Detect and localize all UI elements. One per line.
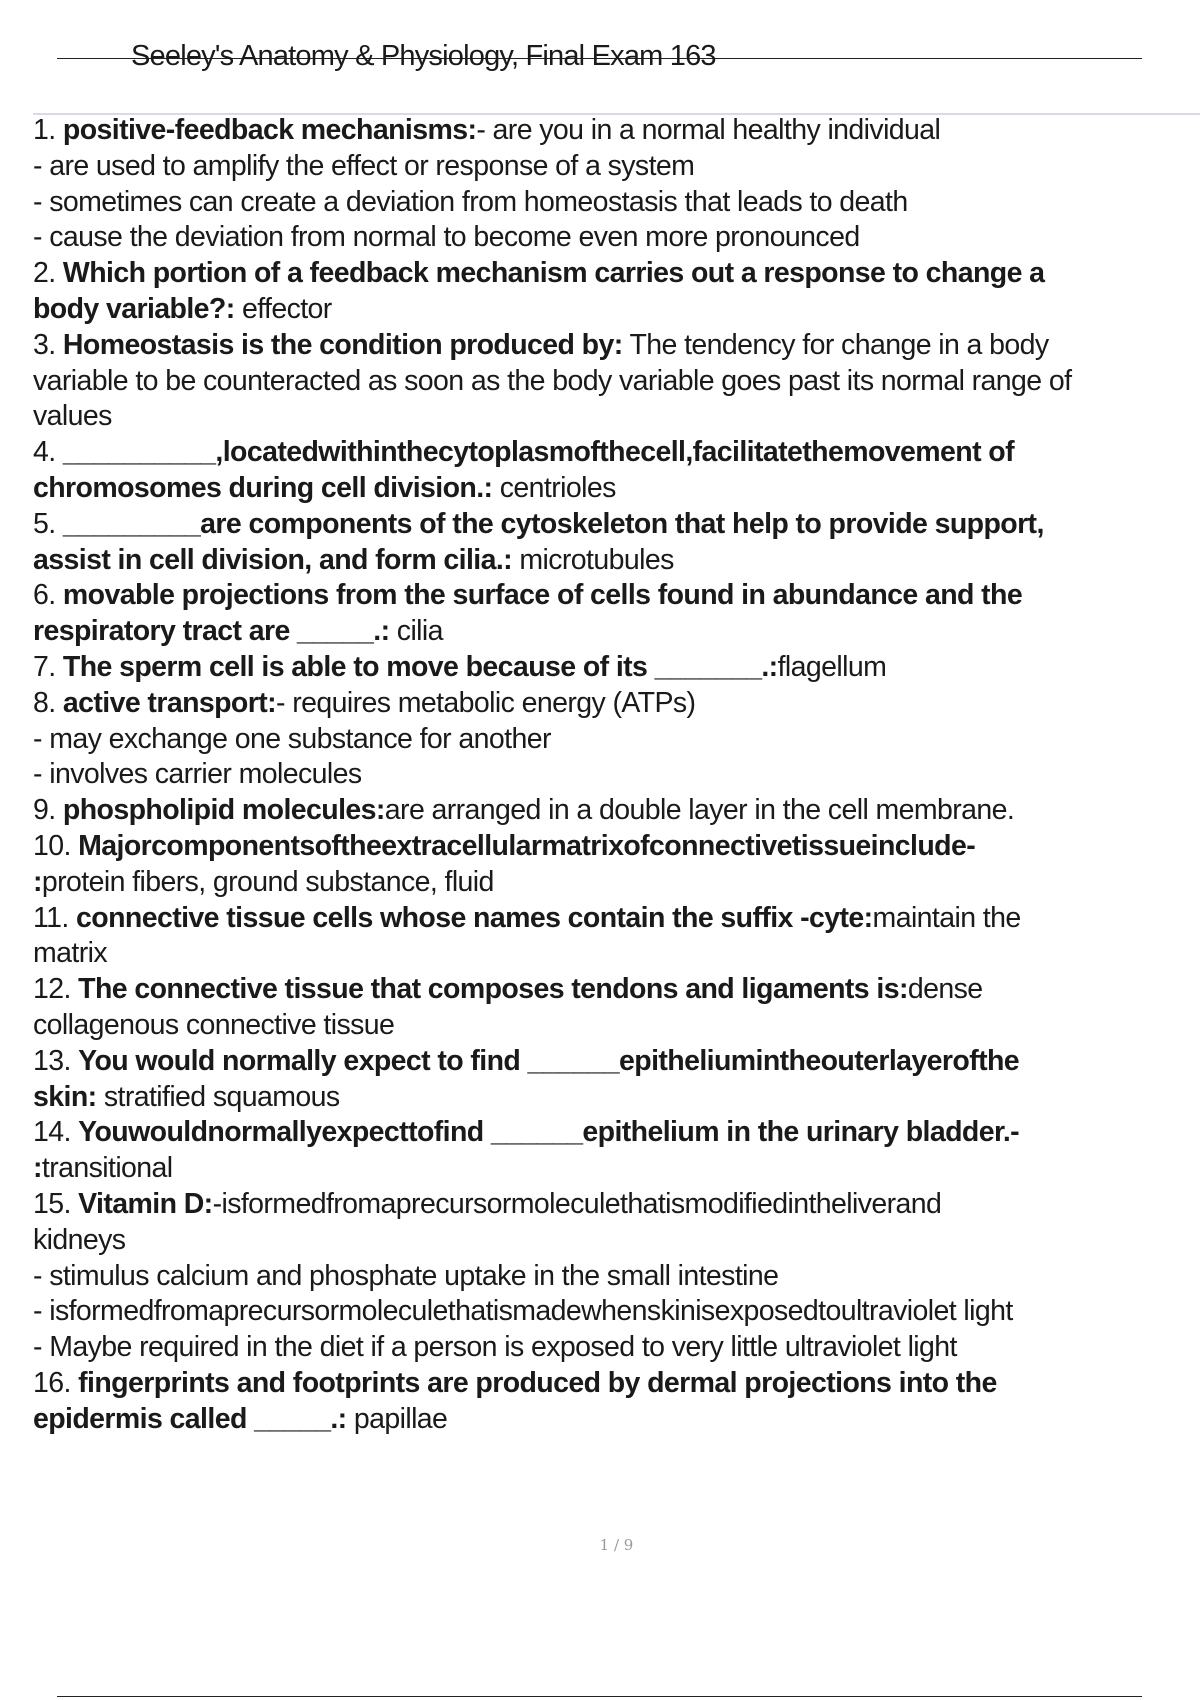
question-prompt: Majorcomponentsoftheextracellularmatrixofconnectivetissueinclude- (78, 829, 976, 862)
question-item (33, 1187, 1183, 1366)
question-line (33, 399, 1183, 435)
question-item (33, 793, 1183, 829)
question-line (33, 1044, 1183, 1080)
question-item (33, 686, 1183, 793)
question-number: 16. (33, 1366, 71, 1399)
question-answer: microtubules (512, 543, 674, 576)
question-line (33, 972, 1183, 1008)
question-number: 14. (33, 1116, 71, 1149)
question-item (33, 256, 1183, 328)
question-prompt: : (33, 1152, 42, 1185)
question-list (33, 113, 1183, 1437)
question-item (33, 578, 1183, 650)
question-line (33, 829, 1183, 865)
question-line (33, 650, 1183, 686)
question-number: 9. (33, 794, 56, 827)
question-item (33, 435, 1183, 507)
question-line (33, 686, 1183, 722)
question-number: 3. (33, 328, 56, 361)
question-answer: collagenous connective tissue (33, 1008, 395, 1041)
question-item (33, 972, 1183, 1044)
question-number: 12. (33, 973, 71, 1006)
question-item (33, 1115, 1183, 1187)
question-answer: cilia (389, 615, 443, 648)
question-line (33, 1223, 1183, 1259)
question-line (33, 256, 1183, 292)
question-answer: matrix (33, 937, 107, 970)
question-line (33, 185, 1183, 221)
question-answer: variable to be counteracted as soon as the body variable goes past its normal range of (33, 364, 1072, 397)
question-answer: protein fibers, ground substance, fluid (41, 865, 494, 898)
question-item (33, 1044, 1183, 1116)
question-line (33, 865, 1183, 901)
question-number: 1. (33, 114, 56, 146)
question-number: 5. (33, 507, 56, 540)
question-answer: -isformedfromaprecursormoleculethatismodifiedintheliverand (212, 1187, 942, 1220)
question-number: 13. (33, 1044, 71, 1077)
question-line (33, 328, 1183, 364)
question-answer: maintain the (872, 901, 1021, 934)
question-answer: - may exchange one substance for another (33, 722, 551, 755)
question-item (33, 328, 1183, 435)
question-line (33, 220, 1183, 256)
question-answer: stratified squamous (96, 1080, 340, 1113)
question-answer: values (33, 400, 112, 433)
question-prompt: Which portion of a feedback mechanism carries out a response to change a (62, 257, 1045, 290)
question-answer: - are you in a normal healthy individual (476, 114, 941, 146)
question-line (33, 435, 1183, 471)
question-prompt: skin: (33, 1080, 97, 1113)
question-line (33, 1187, 1183, 1223)
question-line (33, 292, 1183, 328)
document-title: Seeley's Anatomy & Physiology, Final Exam 163 (131, 40, 716, 72)
question-answer: - Maybe required in the diet if a person is exposed to very little ultraviolet light (33, 1331, 957, 1364)
question-line (33, 1259, 1183, 1295)
question-answer: kidneys (33, 1223, 126, 1256)
footer-rule (57, 1696, 1142, 1697)
question-line (33, 793, 1183, 829)
question-number: 7. (33, 650, 56, 683)
page-number: 1 / 9 (599, 1536, 634, 1554)
question-line (33, 471, 1183, 507)
question-answer: - involves carrier molecules (33, 758, 362, 791)
question-line (33, 1008, 1183, 1044)
question-line (33, 1294, 1183, 1330)
question-prompt: fingerprints and footprints are produced by dermal projections into the (78, 1366, 997, 1399)
question-answer: are arranged in a double layer in the cell membrane. (384, 794, 1015, 827)
question-line (33, 1330, 1183, 1366)
question-answer: - stimulus calcium and phosphate uptake in the small intestine (33, 1259, 779, 1292)
question-item (33, 829, 1183, 901)
question-line (33, 1115, 1183, 1151)
question-prompt: Youwouldnormallyexpecttofind ______epithelium in the urinary bladder.- (78, 1116, 1020, 1149)
question-prompt: connective tissue cells whose names contain the suffix -cyte: (76, 901, 873, 934)
question-line (33, 543, 1183, 579)
question-prompt: epidermis called _____.: (33, 1402, 347, 1435)
question-item (33, 507, 1183, 579)
question-prompt: __________,locatedwithinthecytoplasmofthecell,facilitatethemovement of (62, 436, 1014, 469)
question-line (33, 578, 1183, 614)
question-prompt: The sperm cell is able to move because of its _______.: (62, 650, 778, 683)
question-prompt: Vitamin D: (78, 1187, 213, 1220)
question-answer: - isformedfromaprecursormoleculethatismadewhenskinisexposedtoultraviolet light (33, 1295, 1013, 1328)
question-answer: effector (234, 292, 332, 325)
question-answer: - are used to amplify the effect or response of a system (33, 149, 695, 182)
question-item (33, 650, 1183, 686)
question-prompt: respiratory tract are _____.: (33, 615, 390, 648)
question-number: 8. (33, 686, 56, 719)
question-prompt: active transport: (62, 686, 277, 719)
question-answer: transitional (41, 1152, 173, 1185)
question-answer: - sometimes can create a deviation from homeostasis that leads to death (33, 185, 908, 218)
question-item (33, 1366, 1183, 1438)
question-number: 10. (33, 829, 71, 862)
question-prompt: movable projections from the surface of cells found in abundance and the (62, 579, 1023, 612)
question-line (33, 901, 1183, 937)
question-prompt: _________are components of the cytoskeleton that help to provide support, (62, 507, 1044, 540)
question-number: 2. (33, 257, 56, 290)
question-line (33, 722, 1183, 758)
question-prompt: : (33, 865, 42, 898)
question-prompt: assist in cell division, and form cilia.: (33, 543, 513, 576)
question-prompt: chromosomes during cell division.: (33, 471, 493, 504)
page-header (57, 36, 1142, 76)
question-answer: dense (907, 973, 983, 1006)
question-answer: - cause the deviation from normal to become even more pronounced (33, 221, 860, 254)
question-number: 6. (33, 579, 56, 612)
question-item (33, 901, 1183, 973)
question-line (33, 757, 1183, 793)
question-prompt: body variable?: (33, 292, 235, 325)
question-line (33, 1402, 1183, 1438)
question-line (33, 1151, 1183, 1187)
question-line (33, 113, 1183, 149)
question-prompt: positive-feedback mechanisms: (62, 114, 477, 146)
question-prompt: You would normally expect to find ______epitheliumintheouterlayerofthe (78, 1044, 1020, 1077)
question-prompt: The connective tissue that composes tendons and ligaments is: (78, 973, 908, 1006)
question-item (33, 113, 1183, 256)
question-number: 4. (33, 436, 56, 469)
question-prompt: Homeostasis is the condition produced by: (62, 328, 623, 361)
question-answer: papillae (346, 1402, 448, 1435)
question-line (33, 614, 1183, 650)
question-answer: - requires metabolic energy (ATPs) (276, 686, 696, 719)
question-answer: centrioles (492, 471, 616, 504)
question-number: 15. (33, 1187, 71, 1220)
question-answer: flagellum (777, 650, 887, 683)
question-line (33, 364, 1183, 400)
question-line (33, 1080, 1183, 1116)
question-prompt: phospholipid molecules: (62, 794, 385, 827)
question-line (33, 507, 1183, 543)
question-line (33, 149, 1183, 185)
question-line (33, 1366, 1183, 1402)
question-number: 11. (33, 901, 69, 934)
question-answer: The tendency for change in a body (622, 328, 1049, 361)
question-line (33, 936, 1183, 972)
